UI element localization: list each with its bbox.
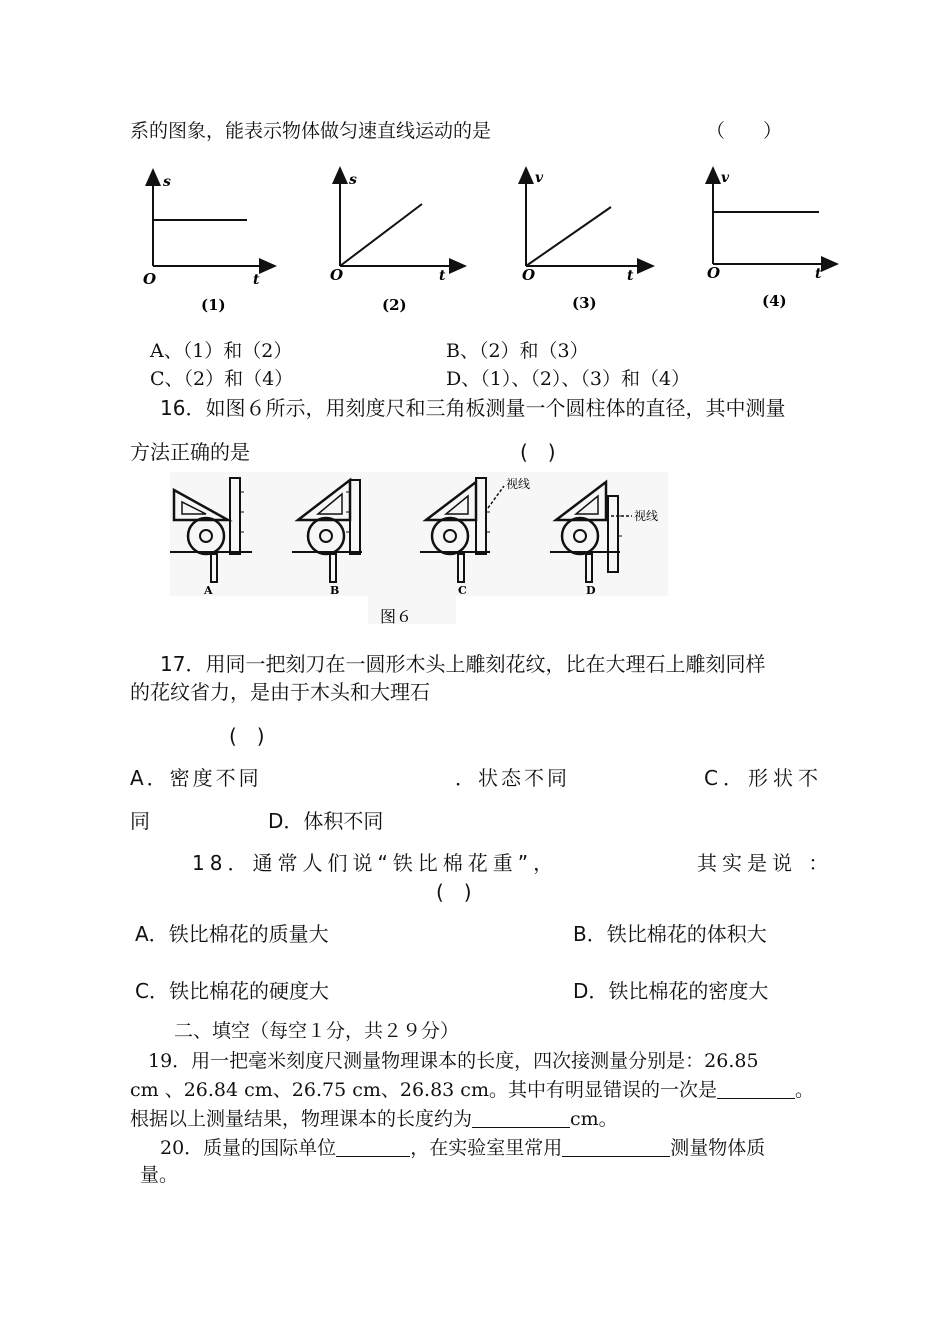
q20-text-c: 测量物体质 [670, 1137, 766, 1159]
panel-a-label: A [204, 584, 213, 597]
graph-2-line [340, 204, 422, 266]
q15-graphs [125, 158, 845, 318]
graph-2 [330, 168, 465, 314]
graph-3-line [526, 207, 611, 266]
graph-1-label: (1) [201, 296, 226, 314]
q20-line2: 量。 [140, 1164, 179, 1186]
graph-2-label: (2) [382, 296, 407, 314]
graph-3-origin: O [522, 266, 536, 284]
q16-answer-paren: ( ) [520, 440, 556, 464]
panel-b-label: B [330, 584, 340, 597]
q17-option-c[interactable]: C．形状不 [704, 766, 823, 790]
q18-answer-paren: ( ) [436, 880, 472, 904]
q17-option-a[interactable]: A．密度不同 [130, 766, 262, 790]
q19-blank-2[interactable] [472, 1107, 570, 1128]
q20-line1 [160, 1133, 765, 1160]
q16-figure [170, 472, 670, 626]
q19-line3 [130, 1104, 618, 1131]
graph-1-yaxis: s [163, 174, 171, 190]
q19-line3-text: 根据以上测量结果，物理课本的长度约为 [130, 1108, 473, 1130]
q18-option-b[interactable]: B．铁比棉花的体积大 [573, 922, 767, 946]
graph-4-yaxis: v [721, 170, 730, 186]
q15-answer-paren: （ ） [706, 120, 783, 142]
q17-option-b[interactable]: ．状态不同 [455, 766, 570, 790]
q18-option-c[interactable]: C．铁比棉花的硬度大 [135, 979, 329, 1003]
q16-stem-line1: 16．如图６所示，用刻度尺和三角板测量一个圆柱体的直径，其中测量 [160, 396, 786, 420]
q19-line3-unit: cm。 [570, 1108, 618, 1130]
graph-4-origin: O [707, 264, 721, 282]
q18-stem: 18．通常人们说“铁比棉花重”， [192, 851, 559, 875]
section-2-title: 二、填空（每空１分，共２９分） [174, 1020, 460, 1042]
q19-line2-text: cm 、26.84 cm、26.75 cm、26.83 cm。其中有明显错误的一次是 [130, 1079, 717, 1101]
q15-option-a[interactable]: A、（1）和（2） [150, 340, 293, 362]
q20-text-a: 20．质量的国际单位 [160, 1137, 337, 1159]
graph-3-yaxis: v [535, 170, 544, 186]
q17-answer-paren: ( ) [229, 724, 265, 748]
graph-1-xaxis: t [253, 272, 260, 288]
q19-line1: 19．用一把毫米刻度尺测量物理课本的长度，四次接测量分别是：26.85 [148, 1050, 759, 1072]
q20-text-b: ，在实验室里常用 [410, 1137, 563, 1159]
q15-option-b[interactable]: B、（2）和（3） [446, 340, 589, 362]
q18-stem-tail: 其实是说 ： [697, 851, 834, 875]
graph-4-label: (4) [762, 292, 787, 310]
q17-option-d[interactable]: D．体积不同 [268, 809, 384, 833]
q15-stem: 系的图象，能表示物体做匀速直线运动的是 [130, 120, 492, 142]
graph-3-label: (3) [572, 294, 597, 312]
graph-2-yaxis: s [349, 172, 357, 188]
graph-2-xaxis: t [439, 268, 446, 284]
graph-2-origin: O [330, 266, 344, 284]
graph-1 [143, 170, 275, 314]
panel-c-label: C [458, 584, 467, 597]
q15-option-d[interactable]: D、（1）、（2）、（3）和（4） [446, 368, 691, 390]
q16-stem-line2: 方法正确的是 [130, 440, 250, 464]
q20-blank-1[interactable] [336, 1136, 410, 1157]
q18-option-d[interactable]: D．铁比棉花的密度大 [573, 979, 769, 1003]
graph-1-origin: O [143, 270, 157, 288]
graph-3-xaxis: t [627, 268, 634, 284]
graph-4 [707, 168, 837, 310]
q18-option-a[interactable]: A．铁比棉花的质量大 [135, 922, 329, 946]
q17-option-c-cont: 同 [130, 809, 150, 833]
q20-blank-2[interactable] [562, 1136, 670, 1157]
graph-4-xaxis: t [815, 266, 822, 282]
q17-stem-line1: 17．用同一把刻刀在一圆形木头上雕刻花纹，比在大理石上雕刻同样 [160, 652, 766, 676]
graph-3 [522, 168, 653, 312]
figure-caption: 图６ [380, 607, 413, 626]
q19-line2-end: 。 [794, 1079, 814, 1101]
q19-line2 [130, 1075, 814, 1102]
q19-blank-1[interactable] [717, 1078, 795, 1099]
panel-d-label: D [586, 584, 596, 597]
panel-c-sight-label: 视线 [506, 477, 531, 491]
q15-option-c[interactable]: C、（2）和（4） [150, 368, 294, 390]
panel-d-sight-label: 视线 [634, 509, 659, 523]
q17-stem-line2: 的花纹省力，是由于木头和大理石 [130, 680, 430, 704]
